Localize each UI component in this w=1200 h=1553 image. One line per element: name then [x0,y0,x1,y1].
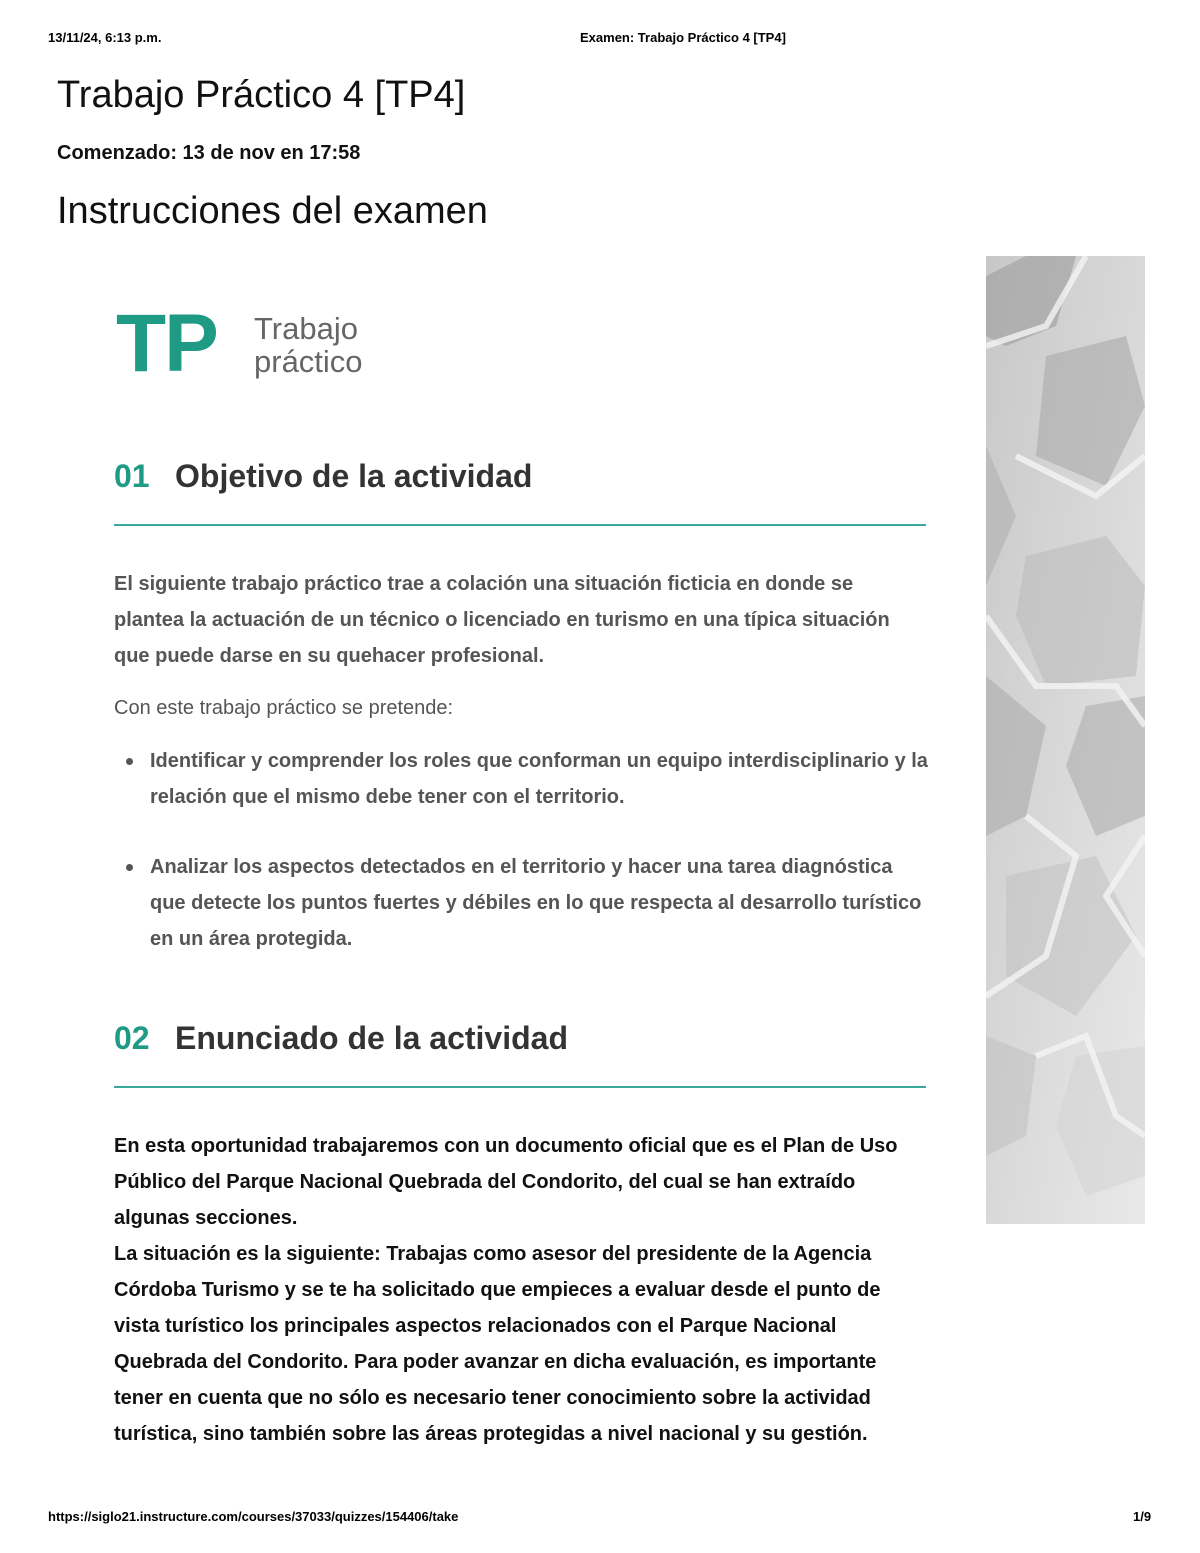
section-title: Enunciado de la actividad [175,1020,568,1056]
tp-logo-word-trabajo: Trabajo [254,311,358,346]
section-number: 01 [114,458,150,494]
print-page-number: 1/9 [1133,1509,1152,1524]
list-item-text: Analizar los aspectos detectados en el territorio y hacer una tarea diagnóstica que detecte los puntos fuertes y débiles en lo que respecta al desarrollo turístico en un área protegida. [150,856,922,950]
architecture-pattern-icon [986,256,1145,1224]
print-page-title: Examen: Trabajo Práctico 4 [TP4] [580,30,786,45]
quiz-title: Trabajo Práctico 4 [TP4] [57,74,466,116]
enunciado-text [114,1128,926,1452]
tp-logo-letters: TP [116,298,217,389]
tp-logo-word-practico: práctico [254,344,363,379]
decorative-architecture-image [986,256,1145,1224]
objetivo-intro-paragraph: El siguiente trabajo práctico trae a colación una situación ficticia en donde se plantea la actuación de un técnico o licenciado en turismo en una típica situación que puede darse en su quehacer profesional. [114,573,890,667]
bullet-icon [126,758,133,765]
pretende-paragraph: Con este trabajo práctico se pretende: [114,697,454,719]
section-enunciado-header [114,1020,926,1088]
section-title: Objetivo de la actividad [175,458,533,494]
instructions-heading: Instrucciones del examen [57,190,488,232]
bullet-icon [126,864,133,871]
enunciado-paragraph-2: La situación es la siguiente: Trabajas como asesor del presidente de la Agencia Córdoba Turismo y se te ha solicitado que empieces a evaluar desde el punto de vista turístico los principales aspectos relacionados con el Parque Nacional Quebrada del Condorito. Para poder avanzar en dicha evaluación, es importante tener en cuenta que no sólo es necesario tener conocimiento sobre la actividad turística, sino también sobre las áreas protegidas a nivel nacional y su gestión. [114,1243,881,1445]
print-date: 13/11/24, 6:13 p.m. [48,30,162,45]
print-footer-url: https://siglo21.instructure.com/courses/37033/quizzes/154406/take [48,1509,459,1524]
started-time: Comenzado: 13 de nov en 17:58 [57,142,361,164]
enunciado-paragraph-1: En esta oportunidad trabajaremos con un documento oficial que es el Plan de Uso Público del Parque Nacional Quebrada del Condorito, del cual se han extraído algunas secciones. [114,1135,898,1229]
list-item-text: Identificar y comprender los roles que conforman un equipo interdisciplinario y la relación que el mismo debe tener con el territorio. [150,750,928,808]
section-number: 02 [114,1020,150,1056]
section-objetivo-header [114,458,926,526]
